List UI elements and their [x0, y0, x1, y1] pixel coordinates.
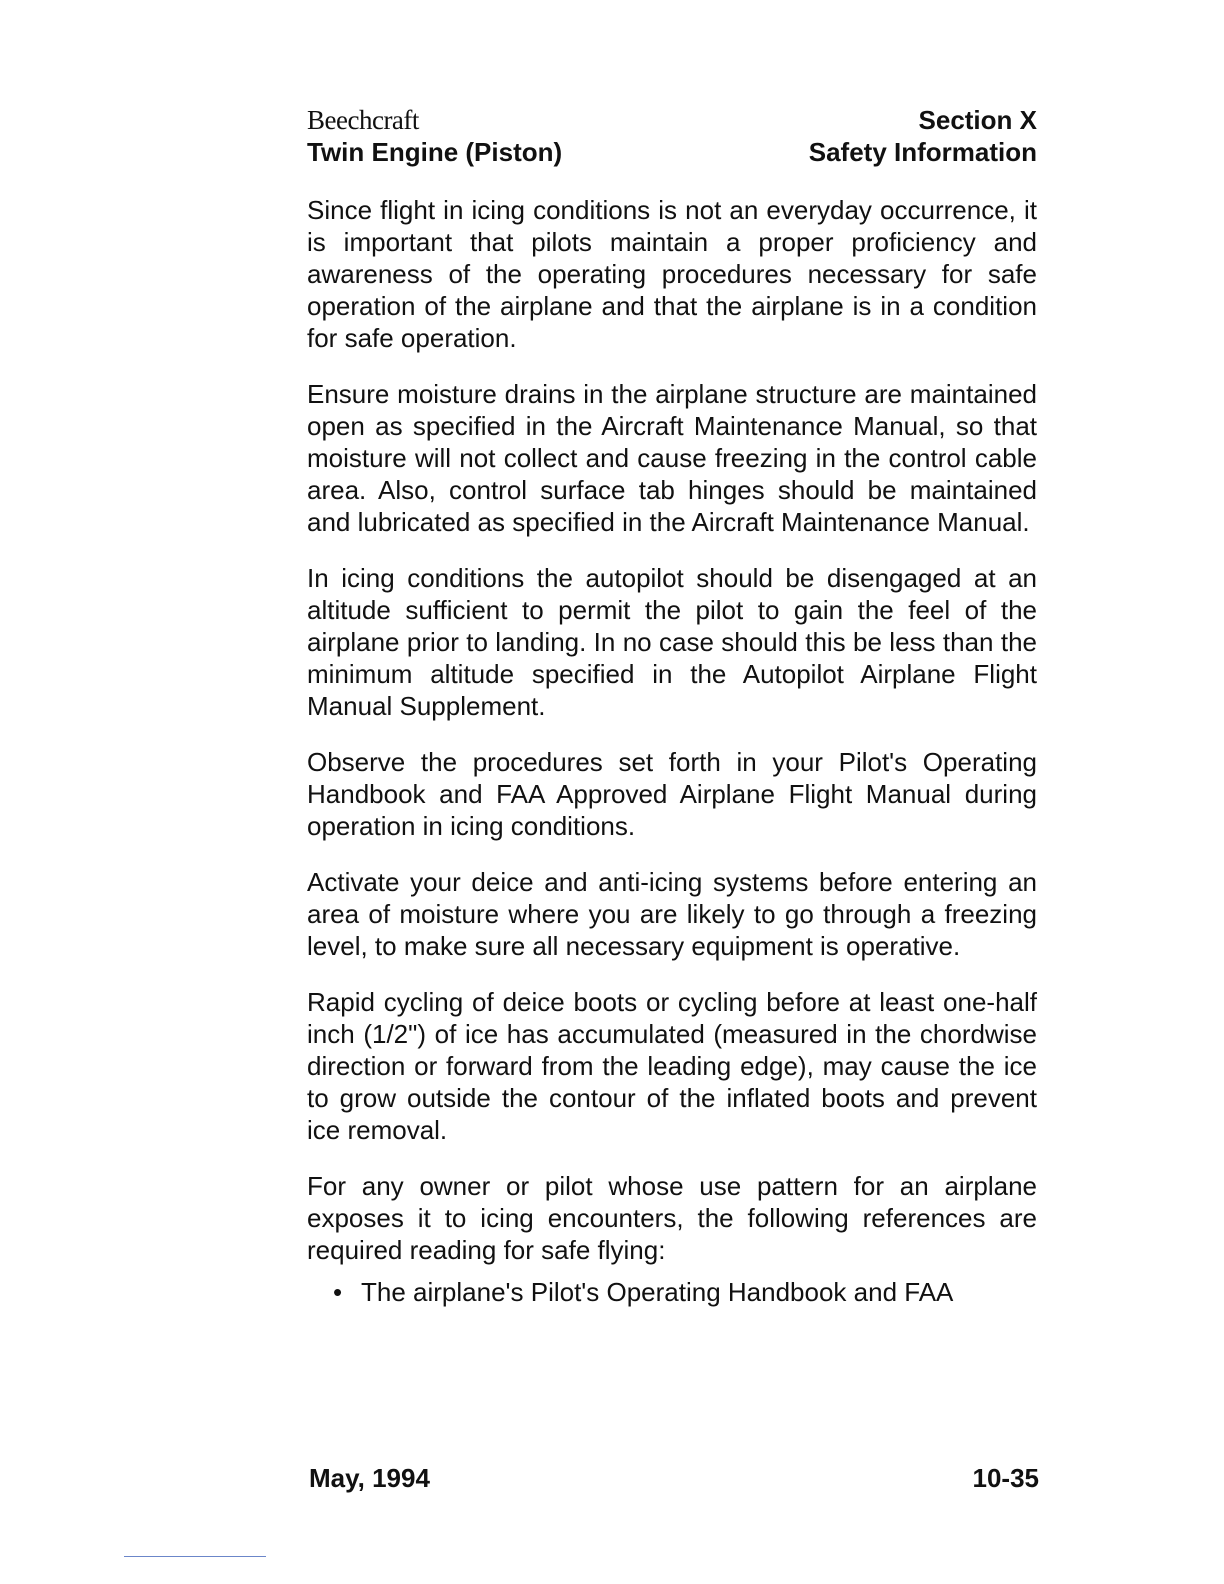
document-page: [307, 98, 1037, 1308]
paragraph-moisture-drains: Ensure moisture drains in the airplane structure are maintained open as specified in the Aircraft Maintenance Manual, so that moisture will not collect and cause freezing in the control cable area. Also, control surface tab hinges should be maintained and lubricated as specified in the Aircraft Maintenance Manual.: [307, 379, 1037, 537]
paragraph-autopilot: In icing conditions the autopilot should be disengaged at an altitude sufficient to permit the pilot to gain the feel of the airplane prior to landing. In no case should this be less than the minimum altitude specified in the Autopilot Airplane Flight Manual Supplement.: [307, 563, 1037, 721]
body-text: [307, 194, 1037, 1308]
header-subtitle: Twin Engine (Piston): [307, 137, 563, 167]
page-header: [307, 98, 1037, 168]
header-left: [307, 104, 562, 168]
bottom-divider: [124, 1556, 266, 1557]
page-footer: [309, 1462, 1039, 1494]
list-item-text: The airplane's Pilot's Operating Handbook and FAA: [361, 1277, 954, 1307]
list-item: [307, 1276, 1037, 1308]
header-right: [809, 104, 1037, 168]
page-number: 10-35: [972, 1463, 1039, 1493]
paragraph-activate-deice: Activate your deice and anti-icing systems before entering an area of moisture where you are likely to go through a freezing level, to make sure all necessary equipment is operative.: [307, 867, 1037, 961]
paragraph-references: For any owner or pilot whose use pattern for an airplane exposes it to icing encounters, the following references are required reading for safe flying:: [307, 1171, 1037, 1265]
paragraph-observe-procedures: Observe the procedures set forth in your Pilot's Operating Handbook and FAA Approved Airplane Flight Manual during operation in icing conditions.: [307, 747, 1037, 841]
paragraph-icing-proficiency: Since flight in icing conditions is not an everyday occurrence, it is important that pilots maintain a proper proficiency and awareness of the operating procedures necessary for safe operation of the airplane and that the airplane is in a condition for safe operation.: [307, 195, 1037, 353]
brand-logo-text: Beechcraft: [307, 105, 419, 135]
section-number: Section X: [918, 105, 1037, 135]
paragraph-rapid-cycling: Rapid cycling of deice boots or cycling before at least one-half inch (1/2") of ice has accumulated (measured in the chordwise direction or forward from the leading edge), may cause the ice to grow outside the contour of the inflated boots and prevent ice removal.: [307, 987, 1037, 1145]
footer-date: May, 1994: [309, 1463, 430, 1493]
reference-list: [307, 1276, 1037, 1308]
bullet-icon: •: [333, 1277, 343, 1307]
section-title: Safety Information: [808, 137, 1037, 167]
